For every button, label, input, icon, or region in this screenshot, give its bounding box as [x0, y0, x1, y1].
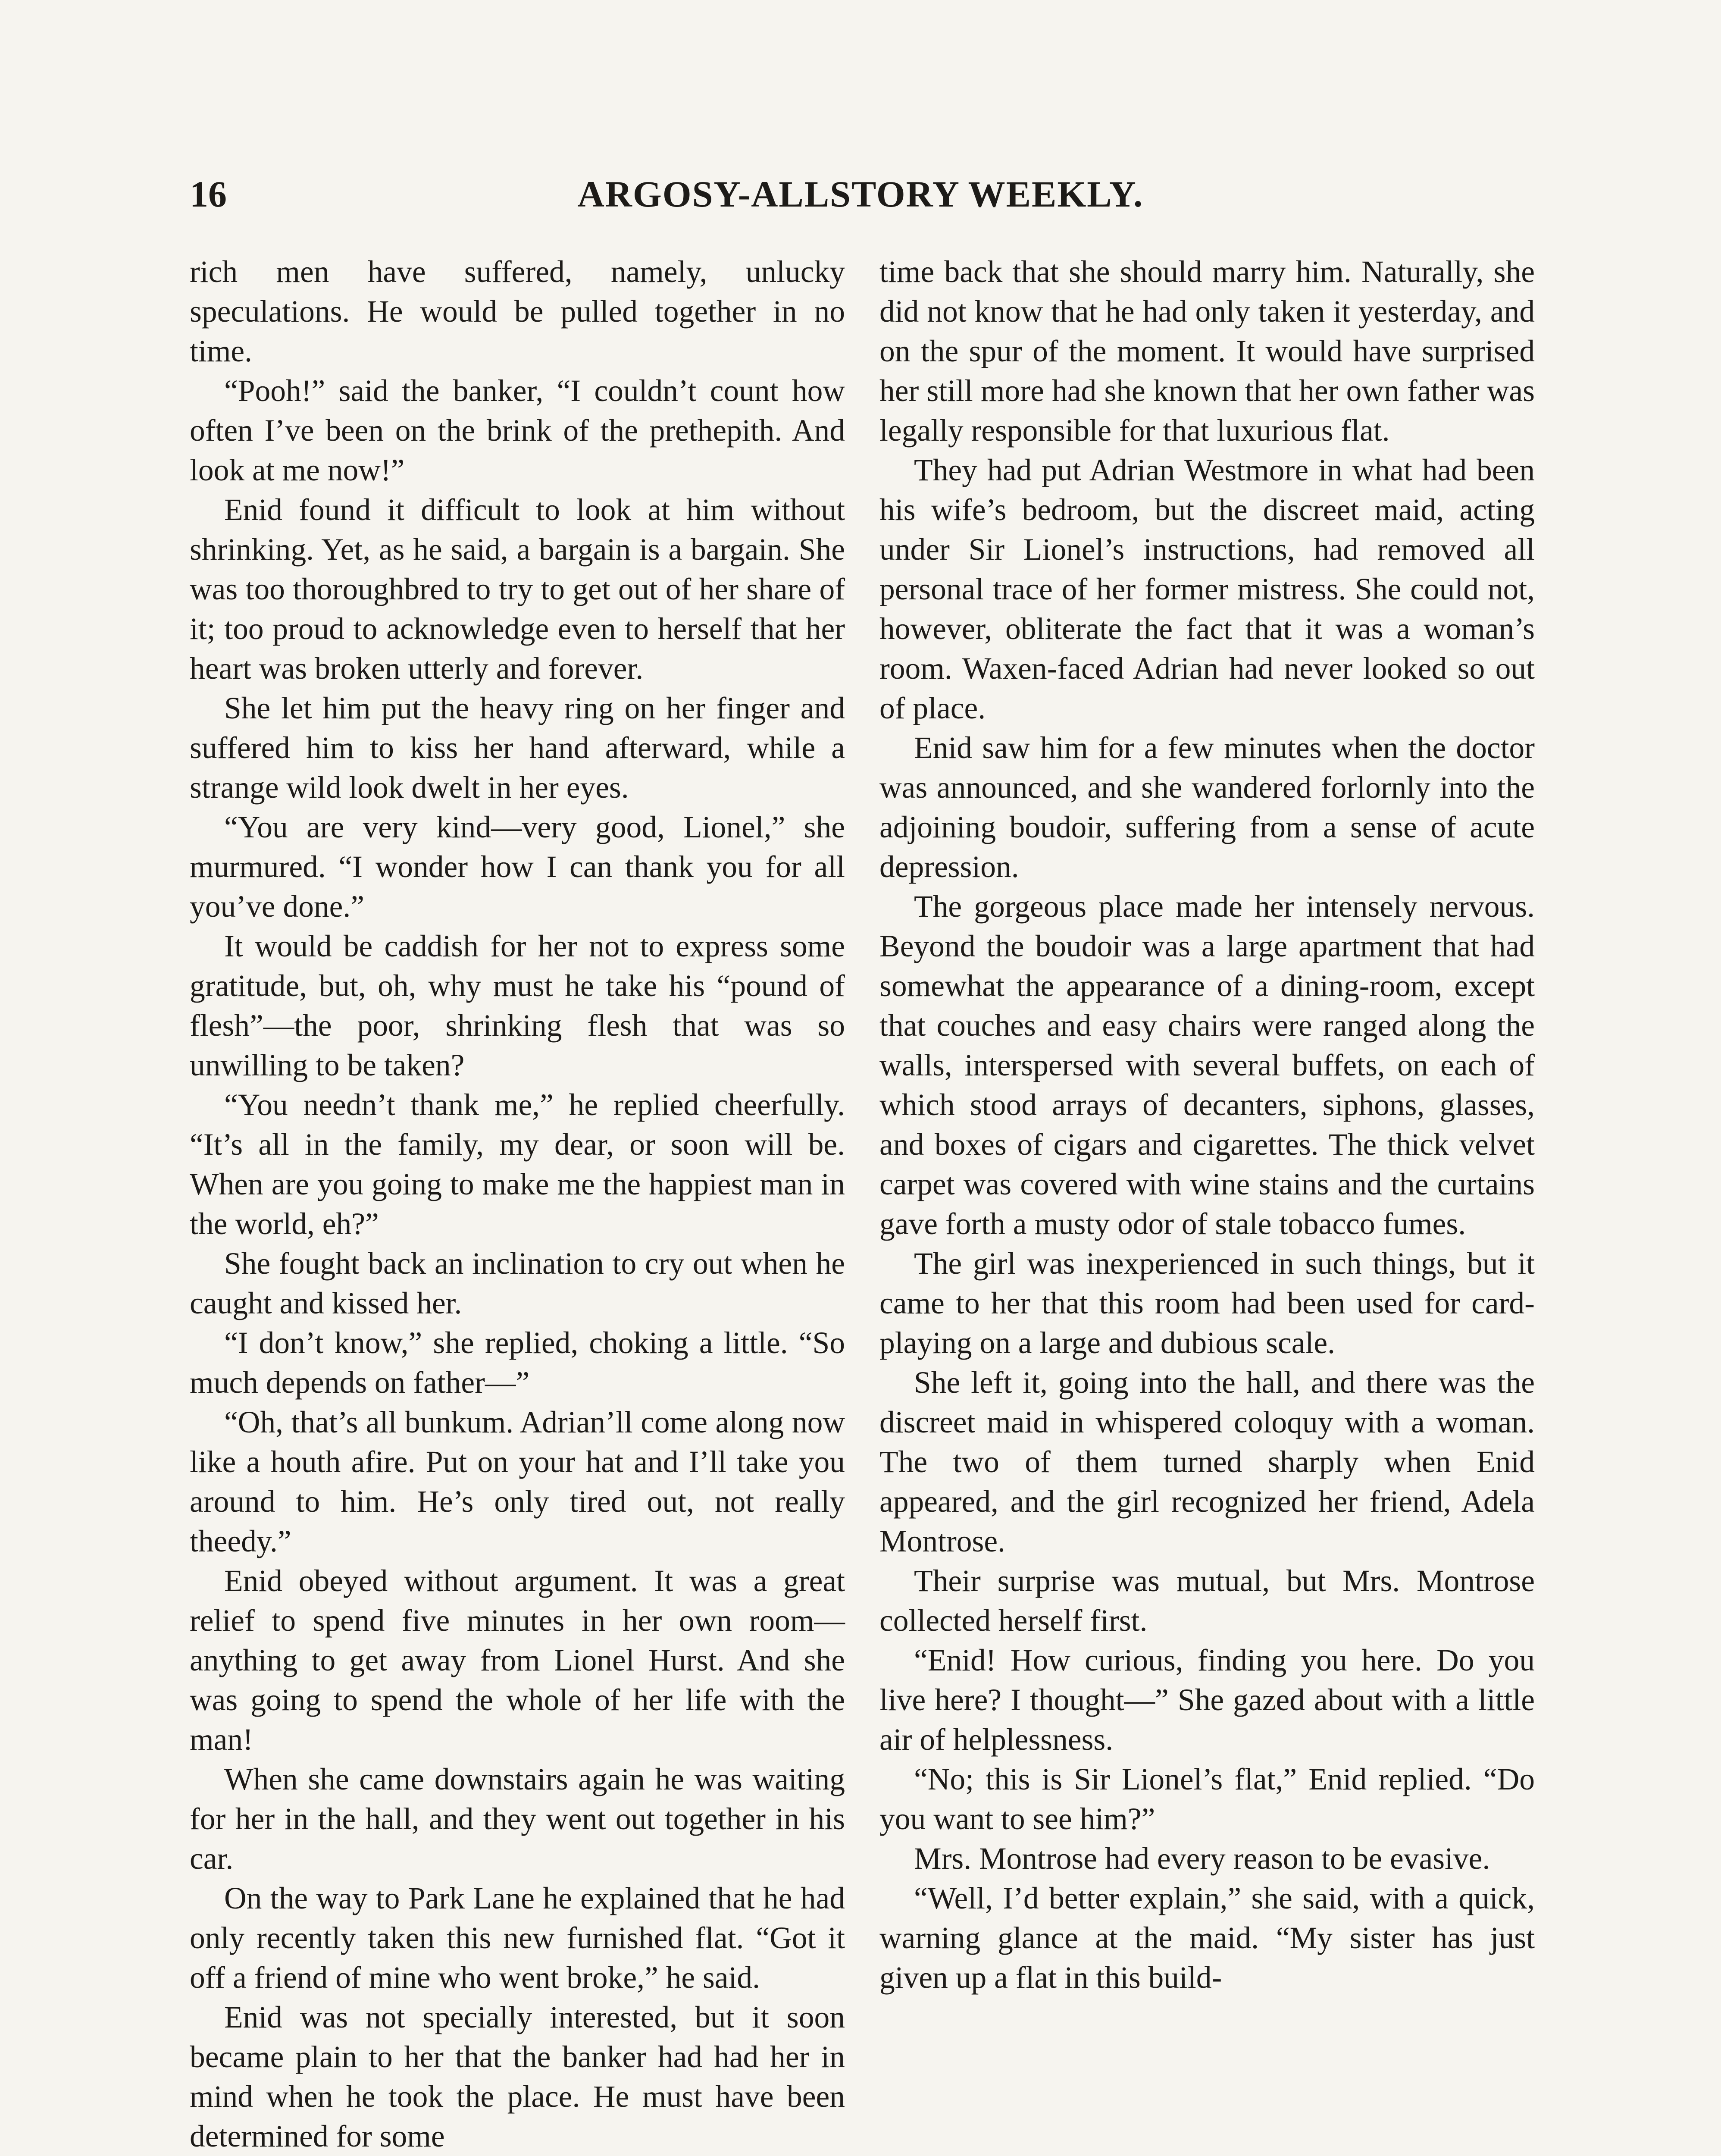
- paragraph: On the way to Park Lane he explained that he had only recently taken this new furnished flat. “Got it off a friend of mine who went broke,” he said.: [190, 1881, 845, 1995]
- paragraph: They had put Adrian Westmore in what had been his wife’s bedroom, but the discreet maid, acting under Sir Lionel’s instructions, had removed all personal trace of her former mistress. She could not, however, obliterate the fact that it was a woman’s room. Waxen-faced Adrian had never looked so out of place.: [879, 453, 1535, 725]
- page-header: [0, 172, 1721, 229]
- paragraph: Enid saw him for a few minutes when the doctor was announced, and she wandered forlornly into the adjoining boudoir, suffering from a sense of acute depression.: [879, 731, 1535, 884]
- paragraph: It would be caddish for her not to express some gratitude, but, oh, why must he take his “pound of flesh”—the poor, shrinking flesh that was so unwilling to be taken?: [190, 929, 845, 1082]
- running-title: ARGOSY-ALLSTORY WEEKLY.: [577, 173, 1144, 215]
- paragraph: “Enid! How curious, finding you here. Do you live here? I thought—” She gazed about with a little air of helplessness.: [879, 1643, 1535, 1757]
- paragraph: The girl was inexperienced in such things, but it came to her that this room had been used for card-playing on a large and dubious scale.: [879, 1247, 1535, 1360]
- paragraph: Enid found it difficult to look at him without shrinking. Yet, as he said, a bargain is a bargain. She was too thoroughbred to try to get out of her share of it; too proud to acknowledge even to herself that her heart was broken utterly and forever.: [190, 493, 845, 686]
- paragraph: Their surprise was mutual, but Mrs. Montrose collected herself first.: [879, 1564, 1535, 1638]
- paragraph: “Well, I’d better explain,” she said, with a quick, warning glance at the maid. “My sister has just given up a flat in this build-: [879, 1881, 1535, 1995]
- left-column: [190, 252, 845, 2156]
- paragraph: “You are very kind—very good, Lionel,” she murmured. “I wonder how I can thank you for all you’ve done.”: [190, 810, 845, 924]
- paragraph: When she came downstairs again he was waiting for her in the hall, and they went out together in his car.: [190, 1762, 845, 1876]
- paragraph: She let him put the heavy ring on her finger and suffered him to kiss her hand afterward, while a strange wild look dwelt in her eyes.: [190, 691, 845, 805]
- right-column: [879, 252, 1535, 1998]
- paragraph: time back that she should marry him. Naturally, she did not know that he had only taken it yesterday, and on the spur of the moment. It would have surprised her still more had she known that her own father was legally responsible for that luxurious flat.: [879, 255, 1535, 448]
- page-number: 16: [190, 173, 227, 215]
- paragraph: Enid was not specially interested, but it soon became plain to her that the banker had had her in mind when he took the place. He must have been determined for some: [190, 2000, 845, 2153]
- paragraph: “You needn’t thank me,” he replied cheerfully. “It’s all in the family, my dear, or soon will be. When are you going to make me the happiest man in the world, eh?”: [190, 1088, 845, 1241]
- paragraph: She fought back an inclination to cry out when he caught and kissed her.: [190, 1247, 845, 1320]
- paragraph: Mrs. Montrose had every reason to be evasive.: [914, 1842, 1490, 1876]
- paragraph: She left it, going into the hall, and there was the discreet maid in whispered coloquy with a woman. The two of them turned sharply when Enid appeared, and the girl recognized her friend, Adela Montrose.: [879, 1366, 1535, 1558]
- paragraph: “No; this is Sir Lionel’s flat,” Enid replied. “Do you want to see him?”: [879, 1762, 1535, 1836]
- paragraph: rich men have suffered, namely, unlucky speculations. He would be pulled together in no time.: [190, 255, 845, 368]
- paragraph: “Pooh!” said the banker, “I couldn’t count how often I’ve been on the brink of the prethepith. And look at me now!”: [190, 374, 845, 487]
- paragraph: “I don’t know,” she replied, choking a little. “So much depends on father—”: [190, 1326, 845, 1400]
- paragraph: The gorgeous place made her intensely nervous. Beyond the boudoir was a large apartment that had somewhat the appearance of a dining-room, except that couches and easy chairs were ranged along the walls, interspersed with several buffets, on each of which stood arrays of decanters, siphons, glasses, and boxes of cigars and cigarettes. The thick velvet carpet was covered with wine stains and the curtains gave forth a musty odor of stale tobacco fumes.: [879, 890, 1535, 1241]
- paragraph: “Oh, that’s all bunkum. Adrian’ll come along now like a houth afire. Put on your hat and I’ll take you around to him. He’s only tired out, not really theedy.”: [190, 1405, 845, 1558]
- paragraph: Enid obeyed without argument. It was a great relief to spend five minutes in her own room—anything to get away from Lionel Hurst. And she was going to spend the whole of her life with the man!: [190, 1564, 845, 1757]
